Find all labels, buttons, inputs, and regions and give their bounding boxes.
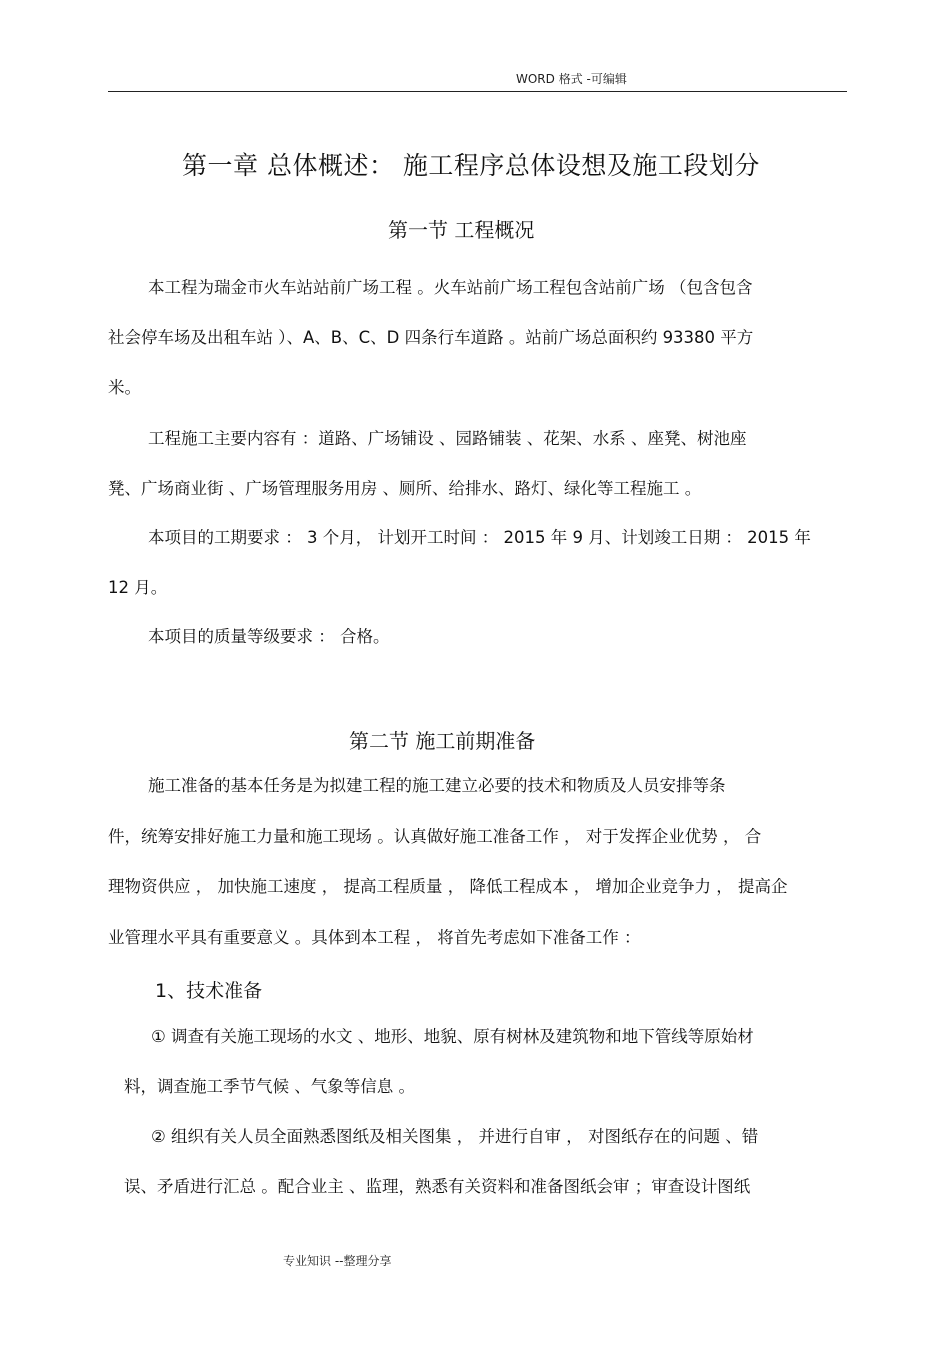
item-1-line-1: ① 调查有关施工现场的水文 、地形、地貌、原有树林及建筑物和地下管线等原始材 xyxy=(151,1027,754,1046)
header-rule xyxy=(108,91,847,92)
page-footer: 专业知识 --整理分享 xyxy=(283,1254,392,1268)
section-2-line-2: 件，统筹安排好施工力量和施工现场 。认真做好施工准备工作 ， 对于发挥企业优势 ， 合 xyxy=(108,827,762,846)
page-header: WORD 格式 -可编辑 xyxy=(516,72,627,86)
item-2-line-2: 误、矛盾进行汇总 。配合业主 、监理，熟悉有关资料和准备图纸会审 ；审查设计图纸 xyxy=(124,1177,751,1196)
section-1-line-1: 本工程为瑞金市火车站站前广场工程 。火车站前广场工程包含站前广场 （包含包含 xyxy=(148,278,753,297)
item-1-line-2: 料，调查施工季节气候 、气象等信息 。 xyxy=(124,1077,415,1096)
item-2-line-1: ② 组织有关人员全面熟悉图纸及相关图集 ， 并进行自审 ， 对图纸存在的问题 、错 xyxy=(151,1127,759,1146)
section-1-line-4: 工程施工主要内容有 ：道路、广场铺设 、园路铺装 、花架、水系 、座凳、树池座 xyxy=(148,429,747,448)
section-1-line-8: 本项目的质量等级要求 ： 合格。 xyxy=(148,627,390,646)
section-1-heading: 第一节 工程概况 xyxy=(388,218,535,242)
section-2-line-4: 业管理水平具有重要意义 。具体到本工程 ， 将首先考虑如下准备工作 ： xyxy=(108,928,641,947)
section-2-heading: 第二节 施工前期准备 xyxy=(349,729,536,753)
subheading-technical-prep: 1、技术准备 xyxy=(155,980,263,1002)
section-1-line-2: 社会停车场及出租车站 ）、A、B、C、D 四条行车道路 。站前广场总面积约 93380 平方 xyxy=(108,328,754,347)
section-2-line-3: 理物资供应 ， 加快施工速度 ， 提高工程质量 ， 降低工程成本 ， 增加企业竞争力 ， 提高企 xyxy=(108,877,788,896)
section-1-line-5: 凳、广场商业街 、广场管理服务用房 、厕所、给排水、路灯、绿化等工程施工 。 xyxy=(108,479,702,498)
chapter-title: 第一章 总体概述： 施工程序总体设想及施工段划分 xyxy=(182,151,760,180)
section-1-line-7: 12 月。 xyxy=(108,578,168,597)
section-2-line-1: 施工准备的基本任务是为拟建工程的施工建立必要的技术和物质及人员安排等条 xyxy=(148,776,726,795)
section-1-line-3: 米。 xyxy=(108,378,141,397)
section-1-line-6: 本项目的工期要求 ： 3 个月， 计划开工时间 ： 2015 年 9 月、计划竣工日期 ： 2015 年 xyxy=(148,528,811,547)
